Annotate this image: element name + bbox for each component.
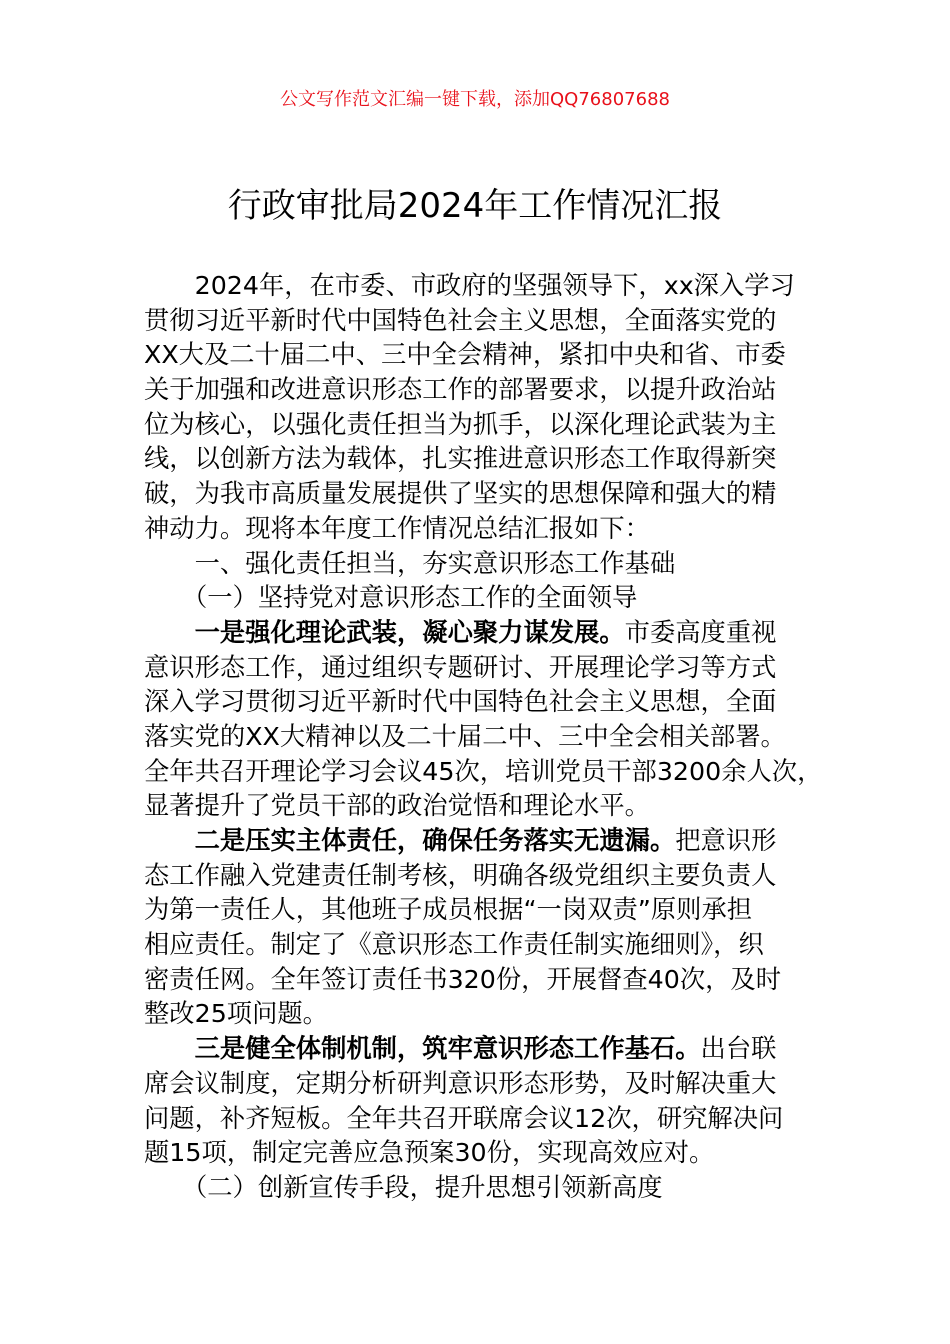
text-line [144, 963, 844, 998]
body-text: （一）坚持党对意识形态工作的全面领导 [144, 583, 638, 613]
body-text: 为第一责任人，其他班子成员根据“一岗双责”原则承担 [144, 895, 753, 925]
body-text: 出台联 [700, 1034, 777, 1064]
text-line [144, 893, 844, 928]
body-text: 把意识形 [675, 826, 777, 855]
text-line [144, 269, 844, 304]
text-line [144, 789, 844, 824]
text-line [144, 1171, 844, 1206]
bold-heading-text: 三是健全体制机制，筑牢意识形态工作基石。 [144, 1034, 701, 1064]
text-line [144, 824, 844, 859]
text-line [144, 997, 844, 1032]
body-text: 位为核心，以强化责任担当为抓手，以深化理论武装为主 [144, 409, 777, 439]
text-line [144, 373, 844, 408]
body-text: 全年共召开理论学习会议45次，培训党员干部3200余人次， [144, 756, 823, 786]
text-line [144, 338, 844, 373]
body-text: 题15项，制定完善应急预案30份，实现高效应对。 [144, 1138, 715, 1168]
body-text: XX大及二十届二中、三中全会精神，紧扣中央和省、市委 [144, 340, 786, 370]
text-line [144, 1136, 844, 1171]
text-line [144, 512, 844, 547]
body-text: 市委高度重视 [624, 617, 777, 647]
bold-heading-text: 一是强化理论武装，凝心聚力谋发展。 [144, 617, 625, 647]
text-line [144, 616, 844, 651]
text-line [144, 859, 844, 894]
text-line [144, 477, 844, 512]
body-text: 密责任网。全年签订责任书320份，开展督查40次，及时 [144, 964, 782, 994]
body-text: 问题，补齐短板。全年共召开联席会议12次，研究解决问 [144, 1103, 784, 1133]
body-text: 2024年，在市委、市政府的坚强领导下，xx深入学习 [144, 271, 795, 300]
body-text: 深入学习贯彻习近平新时代中国特色社会主义思想，全面 [144, 687, 777, 717]
text-line [144, 304, 844, 339]
document-title: 行政审批局2024年工作情况汇报 [227, 186, 723, 226]
text-line [144, 408, 844, 443]
text-line [144, 1067, 844, 1102]
body-text: 贯彻习近平新时代中国特色社会主义思想，全面落实党的 [144, 305, 777, 335]
text-line [144, 1102, 844, 1137]
body-text: 整改25项问题。 [144, 999, 328, 1029]
text-line [144, 547, 844, 582]
document-body [144, 269, 844, 1206]
body-text: 态工作融入党建责任制考核，明确各级党组织主要负责人 [144, 860, 777, 890]
text-line [144, 581, 844, 616]
body-text: 落实党的XX大精神以及二十届二中、三中全会相关部署。 [144, 721, 786, 751]
body-text: 一、强化责任担当，夯实意识形态工作基础 [144, 548, 676, 578]
text-line [144, 1032, 844, 1067]
body-text: 线，以创新方法为载体，扎实推进意识形态工作取得新突 [144, 444, 777, 474]
text-line [144, 651, 844, 686]
body-text: 席会议制度，定期分析研判意识形态形势，及时解决重大 [144, 1068, 777, 1098]
text-line [144, 928, 844, 963]
text-line [144, 755, 844, 790]
header-note: 公文写作范文汇编一键下载，添加QQ76807688 [280, 89, 670, 110]
body-text: 显著提升了党员干部的政治觉悟和理论水平。 [144, 791, 650, 821]
body-text: 破，为我市高质量发展提供了坚实的思想保障和强大的精 [144, 479, 777, 509]
text-line [144, 442, 844, 477]
bold-heading-text: 二是压实主体责任，确保任务落实无遗漏。 [144, 826, 676, 855]
text-line [144, 685, 844, 720]
body-text: 意识形态工作，通过组织专题研讨、开展理论学习等方式 [144, 652, 777, 682]
body-text: 相应责任。制定了《意识形态工作责任制实施细则》，织 [144, 930, 764, 960]
body-text: （二）创新宣传手段，提升思想引领新高度 [144, 1172, 663, 1202]
body-text: 神动力。现将本年度工作情况总结汇报如下： [144, 513, 650, 543]
text-line [144, 720, 844, 755]
body-text: 关于加强和改进意识形态工作的部署要求，以提升政治站 [144, 375, 777, 405]
